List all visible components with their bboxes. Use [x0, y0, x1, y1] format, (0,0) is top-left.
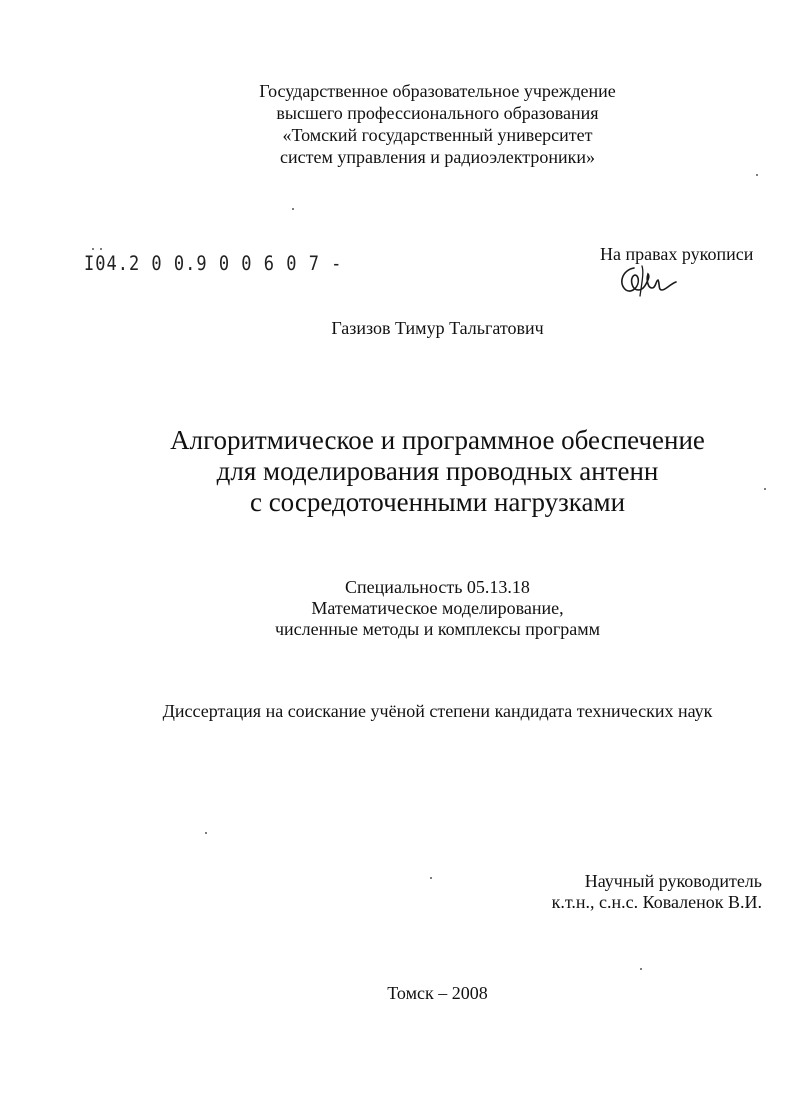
institution-header	[40, 80, 795, 168]
supervisor-role: Научный руководитель	[584, 871, 762, 891]
scan-speck	[756, 174, 758, 176]
speciality-line: численные методы и комплексы программ	[274, 619, 601, 639]
title-line: с сосредоточенными нагрузками	[249, 487, 626, 517]
scan-speck	[640, 968, 642, 970]
scan-speck	[92, 248, 94, 250]
scan-speck	[764, 488, 766, 490]
rights-note: На правах рукописи	[600, 244, 754, 264]
handwritten-signature	[612, 262, 684, 300]
thesis-type: Диссертация на соискание учёной степени кандидата технических наук	[162, 701, 713, 721]
title-line: для моделирования проводных антенн	[216, 456, 659, 486]
scan-speck	[430, 877, 432, 879]
author-name: Газизов Тимур Тальгатович	[331, 318, 544, 338]
title-line: Алгоритмическое и программное обеспечение	[170, 425, 705, 455]
thesis-title	[40, 425, 795, 518]
scan-speck	[292, 208, 294, 210]
institution-line: Государственное образовательное учреждение	[259, 81, 616, 101]
institution-line: «Томский государственный университет	[282, 125, 593, 145]
scan-speck	[100, 248, 102, 250]
city-year: Томск – 2008	[387, 983, 488, 1003]
speciality-line: Специальность 05.13.18	[345, 577, 530, 597]
archive-stamp-code: I04.2 0 0.9 0 0 6 0 7 -	[84, 252, 343, 276]
supervisor-block	[552, 871, 762, 913]
scan-speck	[205, 832, 207, 834]
supervisor-name: к.т.н., с.н.с. Коваленок В.И.	[551, 892, 762, 912]
institution-line: систем управления и радиоэлектроники»	[280, 147, 595, 167]
speciality-line: Математическое моделирование,	[311, 598, 564, 618]
institution-line: высшего профессионального образования	[276, 103, 599, 123]
speciality-block	[40, 577, 795, 640]
